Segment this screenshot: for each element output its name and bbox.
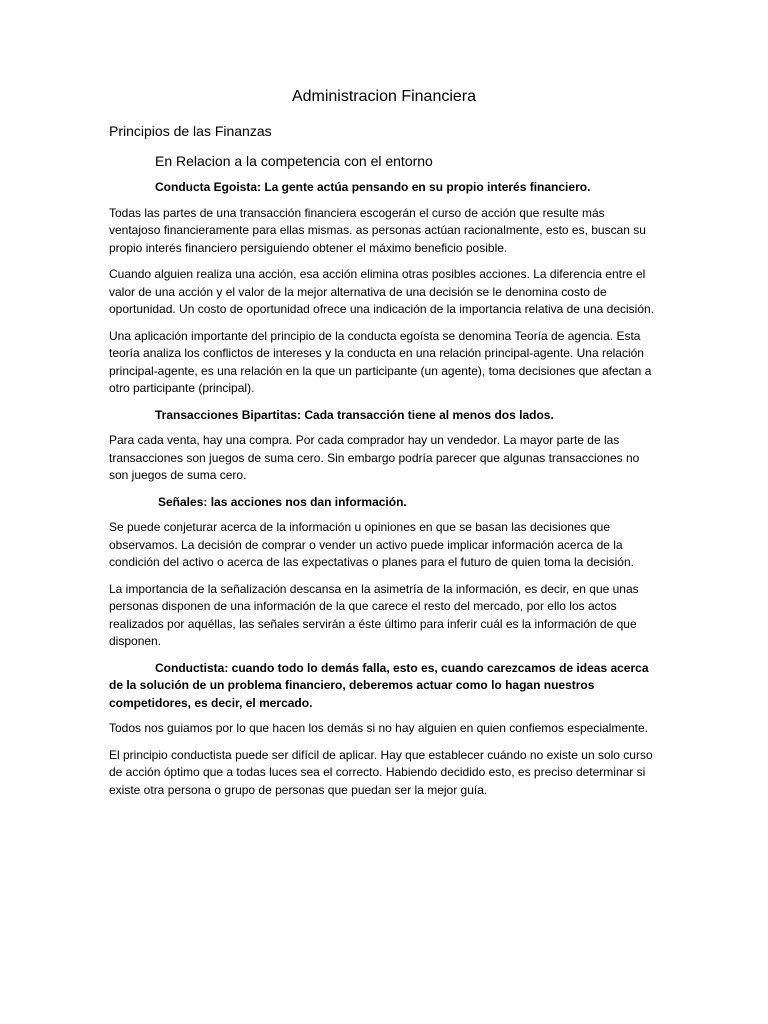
paragraph: Todos nos guiamos por lo que hacen los demás si no hay alguien en quien confiemos especialmente. <box>109 721 649 735</box>
paragraph: Para cada venta, hay una compra. Por cada comprador hay un vendedor. La mayor parte de las transacciones son juegos de suma cero. Sin embargo podría parecer que algunas transacciones no son juegos de suma cero. <box>109 433 640 482</box>
principle-heading-transacciones-bipartitas: Transacciones Bipartitas: Cada transacción tiene al menos dos lados. <box>155 407 554 422</box>
paragraph: El principio conductista puede ser difícil de aplicar. Hay que establecer cuándo no existe un solo curso de acción óptimo que a todas luces sea el correcto. Habiendo decidido esto, es preciso determinar si existe otra persona o grupo de personas que puedan ser la mejor guía. <box>109 747 653 797</box>
section-heading: Principios de las Finanzas <box>109 123 272 139</box>
document-title: Administracion Financiera <box>291 88 477 105</box>
document-page <box>109 86 659 808</box>
paragraph: Se puede conjeturar acerca de la información u opiniones en que se basan las decisiones que observamos. La decisión de comprar o vender un activo puede implicar información acerca de la condición del activo o acerca de las expectativas o planes para el futuro de quien toma la decisión. <box>109 520 634 569</box>
paragraph: Cuando alguien realiza una acción, esa acción elimina otras posibles acciones. La diferencia entre el valor de una acción y el valor de la mejor alternativa de una decisión se le denomina costo de oportunidad. Un costo de oportunidad ofrece una indicación de la importancia relativa de una decisión. <box>109 267 655 316</box>
principle-heading-conducta-egoista: Conducta Egoista: La gente actúa pensando en su propio interés financiero. <box>155 180 591 194</box>
subsection-heading: En Relacion a la competencia con el entorno <box>155 153 433 169</box>
paragraph: Una aplicación importante del principio de la conducta egoísta se denomina Teoría de agencia. Esta teoría analiza los conflictos de intereses y la conducta en una relación principal-agente. Una relación principal-agente, es una relación en la que un participante (un agente), toma decisiones que afectan a otro participante (principal). <box>109 328 652 395</box>
principle-heading-conductista: Conductista: cuando todo lo demás falla, esto es, cuando carezcamos de ideas acerca de la solución de un problema financiero, deberemos actuar como lo hagan nuestros competidores, es decir, el mercado. <box>109 660 649 710</box>
principle-heading-senales: Señales: las acciones nos dan información. <box>158 494 407 509</box>
paragraph: Todas las partes de una transacción financiera escogerán el curso de acción que resulte más ventajoso financieramente para ellas mismas. as personas actúan racionalmente, esto es, buscan su propio interés financiero persiguiendo obtener el máximo beneficio posible. <box>109 205 646 255</box>
paragraph: La importancia de la señalización descansa en la asimetría de la información, es decir, en que unas personas disponen de una información de la que carece el resto del mercado, por ello los actos realizados por aquéllas, las señales servirán a éste último para inferir cuál es la información de que disponen. <box>109 581 639 648</box>
